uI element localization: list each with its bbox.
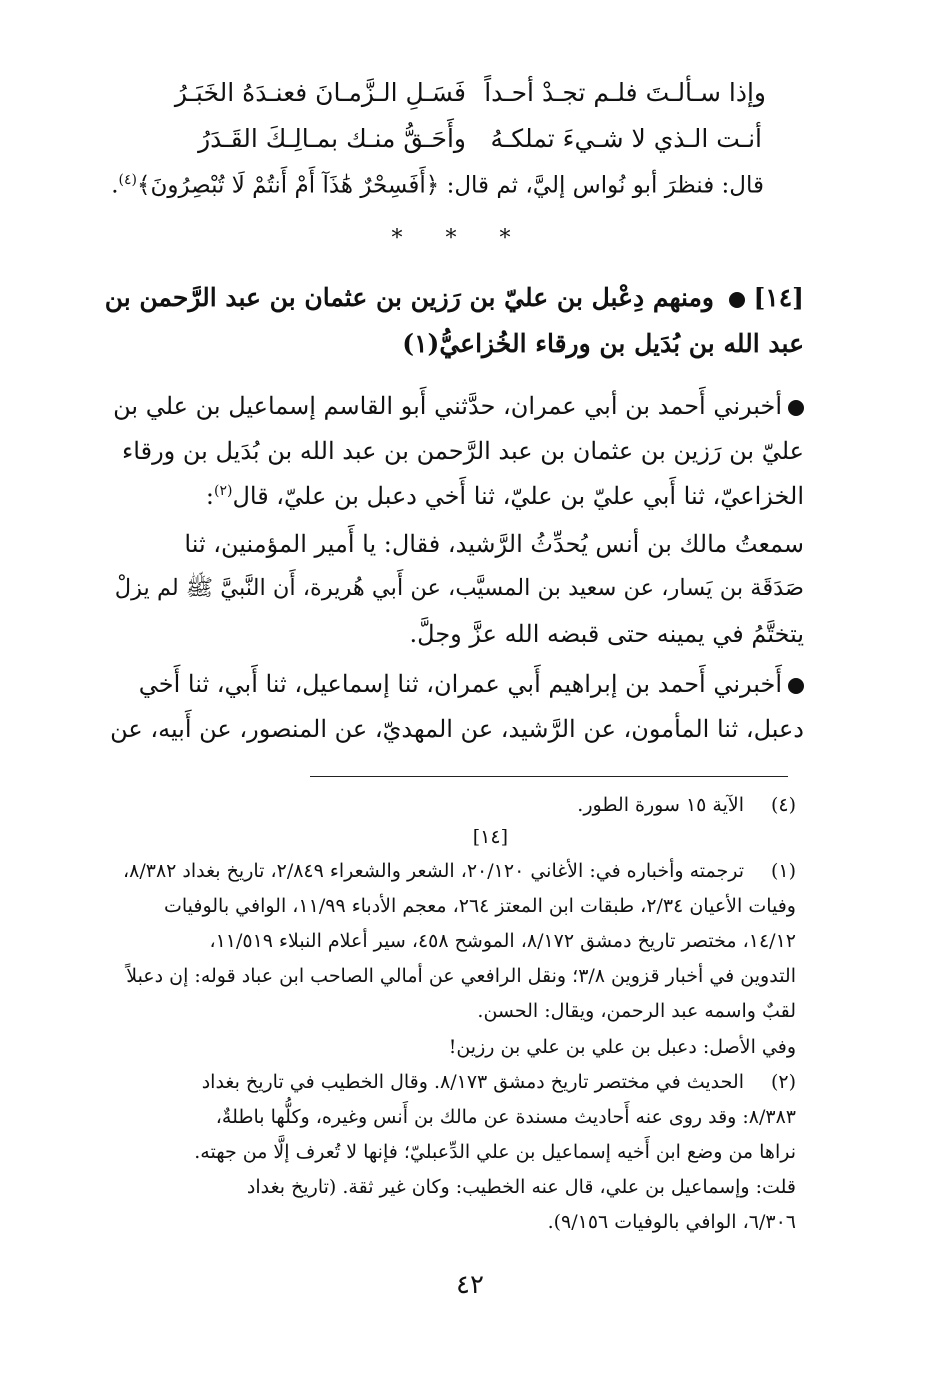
paragraph1-line1 [113,392,804,420]
section-separator: * * * [391,226,529,251]
footnote-2-number: (٢) [770,1071,796,1093]
footnote-ref-4: (٤) [118,172,137,188]
footnote-1-line3: ١٤/١٢، مختصر تاريخ دمشق ٨/١٧٢، الموشح ٤٥٨، سير أعلام النبلاء ١١/٥١٩، [209,930,796,952]
paragraph1-line3 [206,482,804,510]
footnote-1-number: (١) [770,860,796,882]
paragraph2-line2: صَدَقَة بن يَسار، عن سعيد بن المسيَّب، عن أَبي هُريرة، أَن النَّبيَّ ﷺ لم يزلْ [114,575,804,601]
entry-heading-text: ومنهم دِعْبل بن عليّ بن رَزين بن عثمان بن عبد الرَّحمن بن [104,283,715,312]
footnote-2-line3: نراها من وضع ابن أَخيه إسماعيل بن علي الدِّعبليّ؛ فإنها لا تُعرف إلَّا من جهته. [194,1141,796,1163]
paragraph1-line3-end: : [205,482,214,510]
page-number: ٤٢ [456,1270,484,1300]
narration-end: . [111,172,119,199]
footnote-1-line5: لقبٌ واسمه عبد الرحمن، ويقال: الحسن. [477,1000,796,1022]
entry-heading-line2: عبد الله بن بُدَيل بن ورقاء الخُزاعيُّ(١) [402,329,804,358]
paragraph3-line2: دعبل، ثنا المأمون، عن الرَّشيد، عن المهديّ، عن المنصور، عن أَبيه، عن [110,715,804,743]
paragraph3-line1-text: أَخبرني أَحمد بن إبراهيم أَبي عمران، ثنا إسماعيل، ثنا أَبي، ثنا أَخي [138,670,782,698]
poem-line2-first-hemistich: أنـت الـذي لا شـيءَ تملكـهُ [490,124,762,153]
footnote-ref-2: (٢) [213,483,233,499]
footnote-section-label: [١٤] [472,826,508,848]
paragraph1-line3-text: الخزاعيّ، ثنا أَبي عليّ بن عليّ، ثنا أَخي دعبل بن عليّ، قال [232,482,804,510]
narration-line [111,172,764,199]
footnote-1-line1: ترجمته وأخباره في: الأغاني ٢٠/١٢٠، الشعر والشعراء ٢/٨٤٩، تاريخ بغداد ٨/٣٨٢، [123,860,744,882]
poem-line1-first-hemistich: وإذا سـألـتَ فلـم تجـدْ أحـداً [484,78,766,107]
paragraph2-line3: يتختَّمُ في يمينه حتى قبضه الله عزَّ وجلَّ. [409,620,804,648]
footnote-1-line6: وفي الأصل: دعبل بن علي بن علي بن رزين! [448,1036,796,1058]
footnote-separator [310,776,788,777]
bullet-icon [729,292,745,308]
footnote-1-line2: وفيات الأعيان ٢/٣٤، طبقات ابن المعتز ٢٦٤، معجم الأدباء ١١/٩٩، الوافي بالوفيات [163,895,796,917]
entry-number: [١٤] [753,283,804,312]
entry-heading-line1 [105,283,804,312]
paragraph1-line1-text: أخبرني أَحمد بن أبي عمران، حدَّثني أَبو القاسم إسماعيل بن علي بن [113,392,782,420]
footnote-2-line4: قلت: وإسماعيل بن علي، قال عنه الخطيب: وكان غير ثقة. (تاريخ بغداد [246,1176,796,1198]
bullet-icon [788,400,804,416]
footnote-2-line2: ٨/٣٨٣: وقد روى عنه أَحاديث مسندة عن مالك بن أَنس وغيره، وكلُّها باطلةٌ، [215,1106,796,1128]
paragraph3-line1 [139,670,804,698]
narration-text: قال: فنظرَ أبو نُواس إليَّ، ثم قال: ﴿أَفَسِحْرٌ هَٰذَآ أَمْ أَنتُمْ لَا تُبْصِرُونَ﴾ [136,172,764,199]
bullet-icon [788,678,804,694]
paragraph1-line2: عليّ بن رَزين بن عثمان بن عبد الرَّحمن بن عبد الله بن بُدَيل بن ورقاء [122,437,804,465]
footnote-2-line1: الحديث في مختصر تاريخ دمشق ٨/١٧٣. وقال الخطيب في تاريخ بغداد [201,1071,744,1093]
poem-line2-second-hemistich: وأَحَـقُّ منـك بمـالِـكَ القَـدَرُ [198,124,466,153]
paragraph2-line1: سمعتُ مالك بن أنس يُحدِّثُ الرَّشيد، فقال: يا أَمير المؤمنين، ثنا [184,530,804,558]
footnote-4-text: الآية ١٥ سورة الطور. [577,794,744,816]
footnote-4-number: (٤) [770,794,796,816]
footnote-1-line4: التدوين في أخبار قزوين ٣/٨؛ ونقل الرافعي عن أمالي الصاحب ابن عباد قوله: إن دعبلاً [126,965,796,987]
footnote-2-line5: ٦/٣٠٦، الوافي بالوفيات ٩/١٥٦). [547,1211,796,1233]
poem-line1-second-hemistich: فَسَـلِ الـزَّمـانَ فعنـدَهُ الخَبَـرُ [174,78,466,107]
